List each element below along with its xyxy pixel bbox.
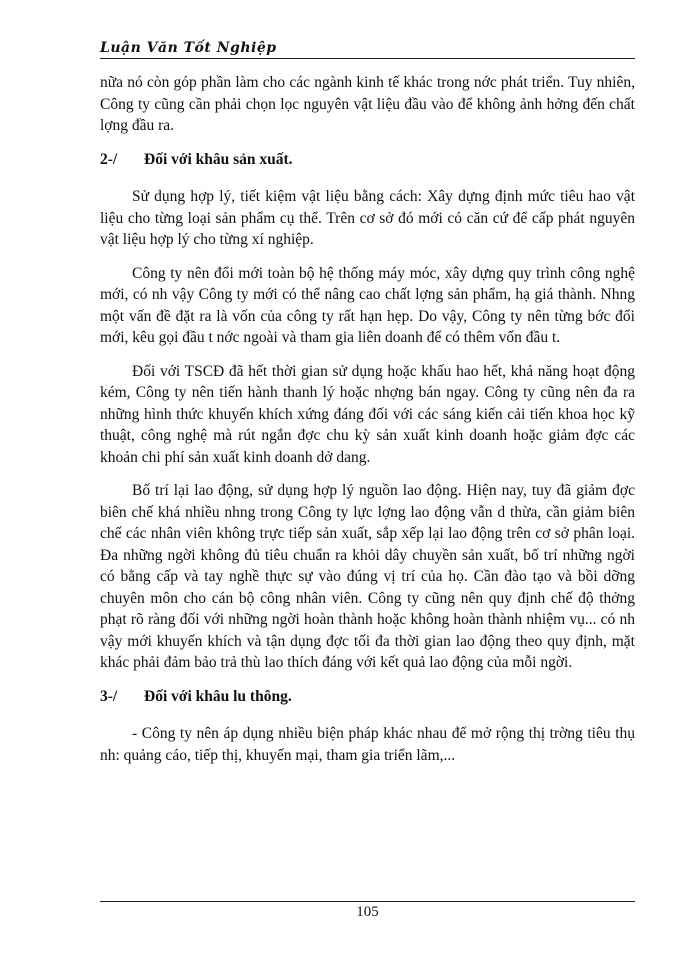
running-header-title: Luận Văn Tốt Nghiệp (100, 40, 277, 56)
page-body (100, 72, 635, 778)
paragraph-market: - Công ty nên áp dụng nhiều biện pháp khác nhau để mở rộng thị trờng tiêu thụ nh: quảng cáo, tiếp thị, khuyến mại, tham gia triển lãm,... (100, 725, 635, 764)
header-divider (100, 58, 635, 59)
paragraph-labor: Bố trí lại lao động, sử dụng hợp lý nguồn lao động. Hiện nay, tuy đã giảm đợc biên chế khá nhiều nhng trong Công ty lực lợng lao động vẫn d thừa, cần giảm biên chế các nhân viên không trực tiếp sản xuất, sắp xếp lại lao động trên cơ sở phân loại. Đa những ngời không đủ tiêu chuẩn ra khỏi dây chuyền sản xuất, bố trí những ngời có bằng cấp và tay nghề thực sự vào đúng vị trí của họ. Cần đào tạo và bồi dỡng chuyên môn cho cán bộ công nhân viên. Công ty cũng nên quy định chế độ thởng phạt rõ ràng đối với những ngời hoàn thành hoặc không hoàn thành nhiệm vụ... có nh vậy mới khuyến khích và tận dụng đợc tối đa thời gian lao động theo quy định, mặt khác phải đảm bảo trả thù lao thích đáng với kết quả lao động của mỗi ngời. (100, 482, 635, 671)
section-heading-production (100, 149, 635, 171)
section-title: Đối với khâu lu thông. (144, 687, 292, 705)
footer-divider (100, 901, 635, 902)
section-number: 3-/ (100, 687, 118, 705)
section-number: 2-/ (100, 150, 118, 168)
section-title: Đối với khâu sản xuất. (144, 150, 293, 168)
paragraph-fixed-assets: Đối với TSCĐ đã hết thời gian sử dụng hoặc khấu hao hết, khả năng hoạt động kém, Công ty nên tiến hành thanh lý hoặc nhợng bán ngay. Công ty cũng nên đa ra những hình thức khuyến khích xứng đáng đối với các sáng kiến cải tiến khoa học kỹ thuật, công nghệ mà rút ngắn đợc chu kỳ sản xuất kinh doanh hoặc giảm đợc các khoản chi phí sản xuất kinh doanh dở dang. (100, 362, 635, 466)
page-number: 105 (356, 904, 379, 920)
paragraph-equipment: Công ty nên đổi mới toàn bộ hệ thống máy móc, xây dựng quy trình công nghệ mới, có nh vậy Công ty mới có thể nâng cao chất lợng sản phẩm, hạ giá thành. Nhng một vấn đề đặt ra là vốn của công ty rất hạn hẹp. Do vậy, Công ty nên từng bớc đổi mới, kêu gọi đầu t nớc ngoài và tham gia liên doanh để có thêm vốn đầu t. (100, 264, 635, 346)
paragraph-continuation: nữa nó còn góp phần làm cho các ngành kinh tế khác trong nớc phát triển. Tuy nhiên, Công ty cũng cần phải chọn lọc nguyên vật liệu đầu vào để không ảnh hởng đến chất lợng đầu ra. (100, 74, 635, 134)
paragraph-materials: Sử dụng hợp lý, tiết kiệm vật liệu bằng cách: Xây dựng định mức tiêu hao vật liệu cho từng loại sản phẩm cụ thể. Trên cơ sở đó mới có căn cứ để cấp phát nguyên vật liệu hợp lý cho từng xí nghiệp. (100, 188, 635, 248)
section-heading-circulation (100, 686, 635, 708)
